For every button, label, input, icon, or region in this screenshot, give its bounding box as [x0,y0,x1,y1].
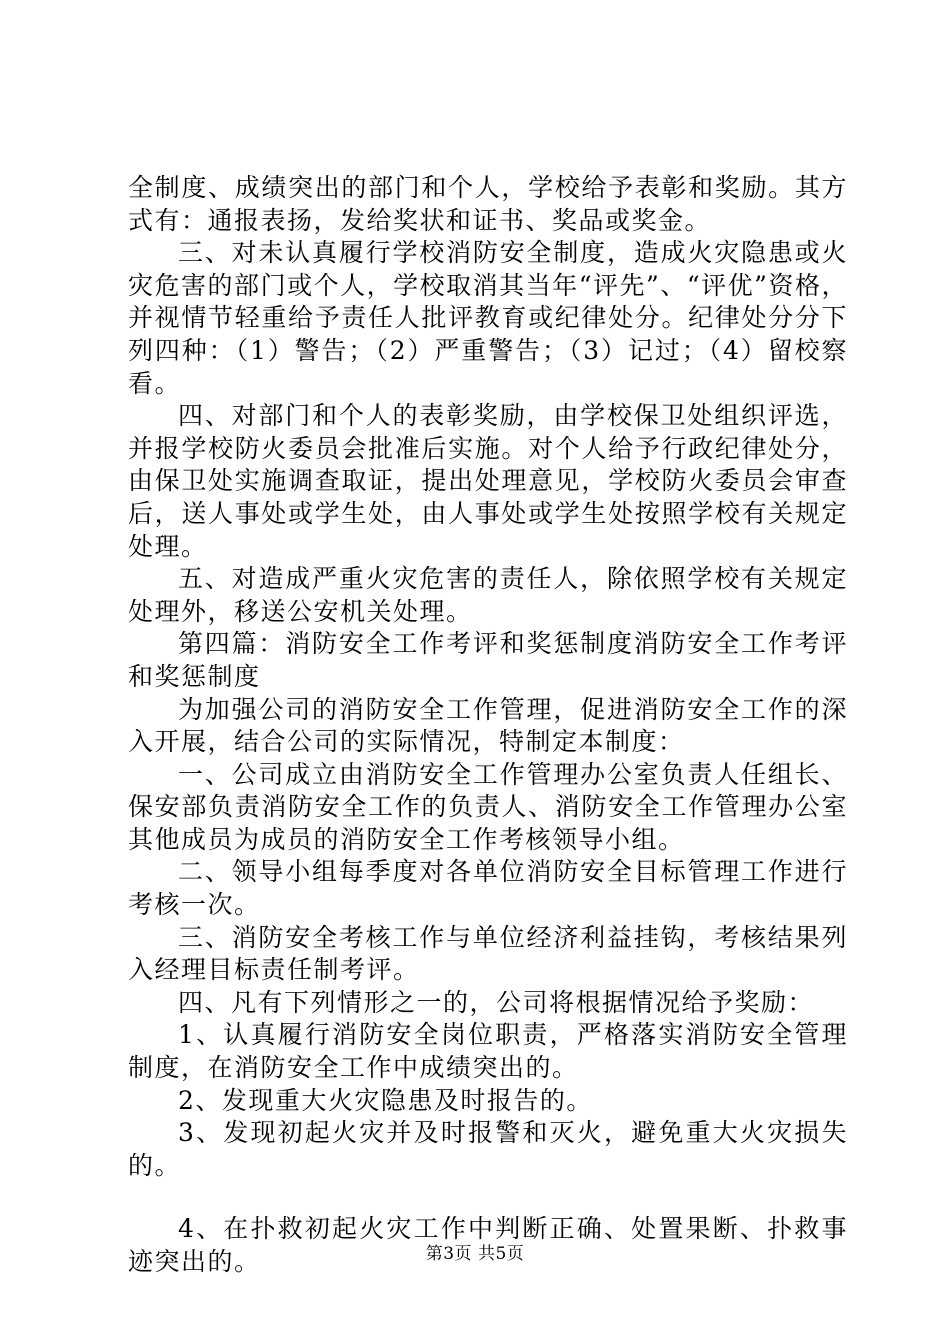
section-heading: 第四篇：消防安全工作考评和奖惩制度消防安全工作考评和奖惩制度 [128,629,848,691]
paragraph-item-four: 四、对部门和个人的表彰奖励，由学校保卫处组织评选，并报学校防火委员会批准后实施。对个人给予行政纪律处分，由保卫处实施调查取证，提出处理意见，学校防火委员会审查后，送人事处或学生处，由人事处或学生处按照学校有关规定处理。 [128,401,848,561]
paragraph-rule-three: 三、消防安全考核工作与单位经济利益挂钩，考核结果列入经理目标责任制考评。 [128,922,848,985]
paragraph-rule-two: 二、领导小组每季度对各单位消防安全目标管理工作进行考核一次。 [128,857,848,920]
paragraph-intro: 为加强公司的消防安全工作管理，促进消防安全工作的深入开展，结合公司的实际情况，特制定本制度： [128,694,848,757]
paragraph-item-five: 五、对造成严重火灾危害的责任人，除依照学校有关规定处理外，移送公安机关处理。 [128,564,848,626]
paragraph-rule-four: 四、凡有下列情形之一的，公司将根据情况给予奖励： [178,987,815,1017]
list-item-1: 1、认真履行消防安全岗位职责，严格落实消防安全管理制度，在消防安全工作中成绩突出的。 [128,1020,848,1083]
paragraph-rule-one: 一、公司成立由消防安全工作管理办公室负责人任组长、保安部负责消防安全工作的负责人、消防安全工作管理办公室其他成员为成员的消防安全工作考核领导小组。 [128,759,848,854]
paragraph-item-three: 三、对未认真履行学校消防安全制度，造成火灾隐患或火灾危害的部门或个人，学校取消其当年“评先”、“评优”资格，并视情节轻重给予责任人批评教育或纪律处分。纪律处分分下列四种：（1）警告；（2）严重警告；（3）记过；（4）留校察看。 [128,238,848,398]
list-item-2: 2、发现重大火灾隐患及时报告的。 [178,1085,593,1115]
page-number-footer: 第3页 共5页 [425,1244,525,1264]
document-body [128,172,848,1279]
list-item-3: 3、发现初起火灾并及时报警和灭火，避免重大火灾损失的。 [128,1118,848,1180]
paragraph-continuation: 全制度、成绩突出的部门和个人，学校给予表彰和奖励。其方式有：通报表扬，发给奖状和证书、奖品或奖金。 [128,173,848,235]
list-item-4: 4、在扑救初起火灾工作中判断正确、处置果断、扑救事迹突出的。 [128,1214,848,1276]
